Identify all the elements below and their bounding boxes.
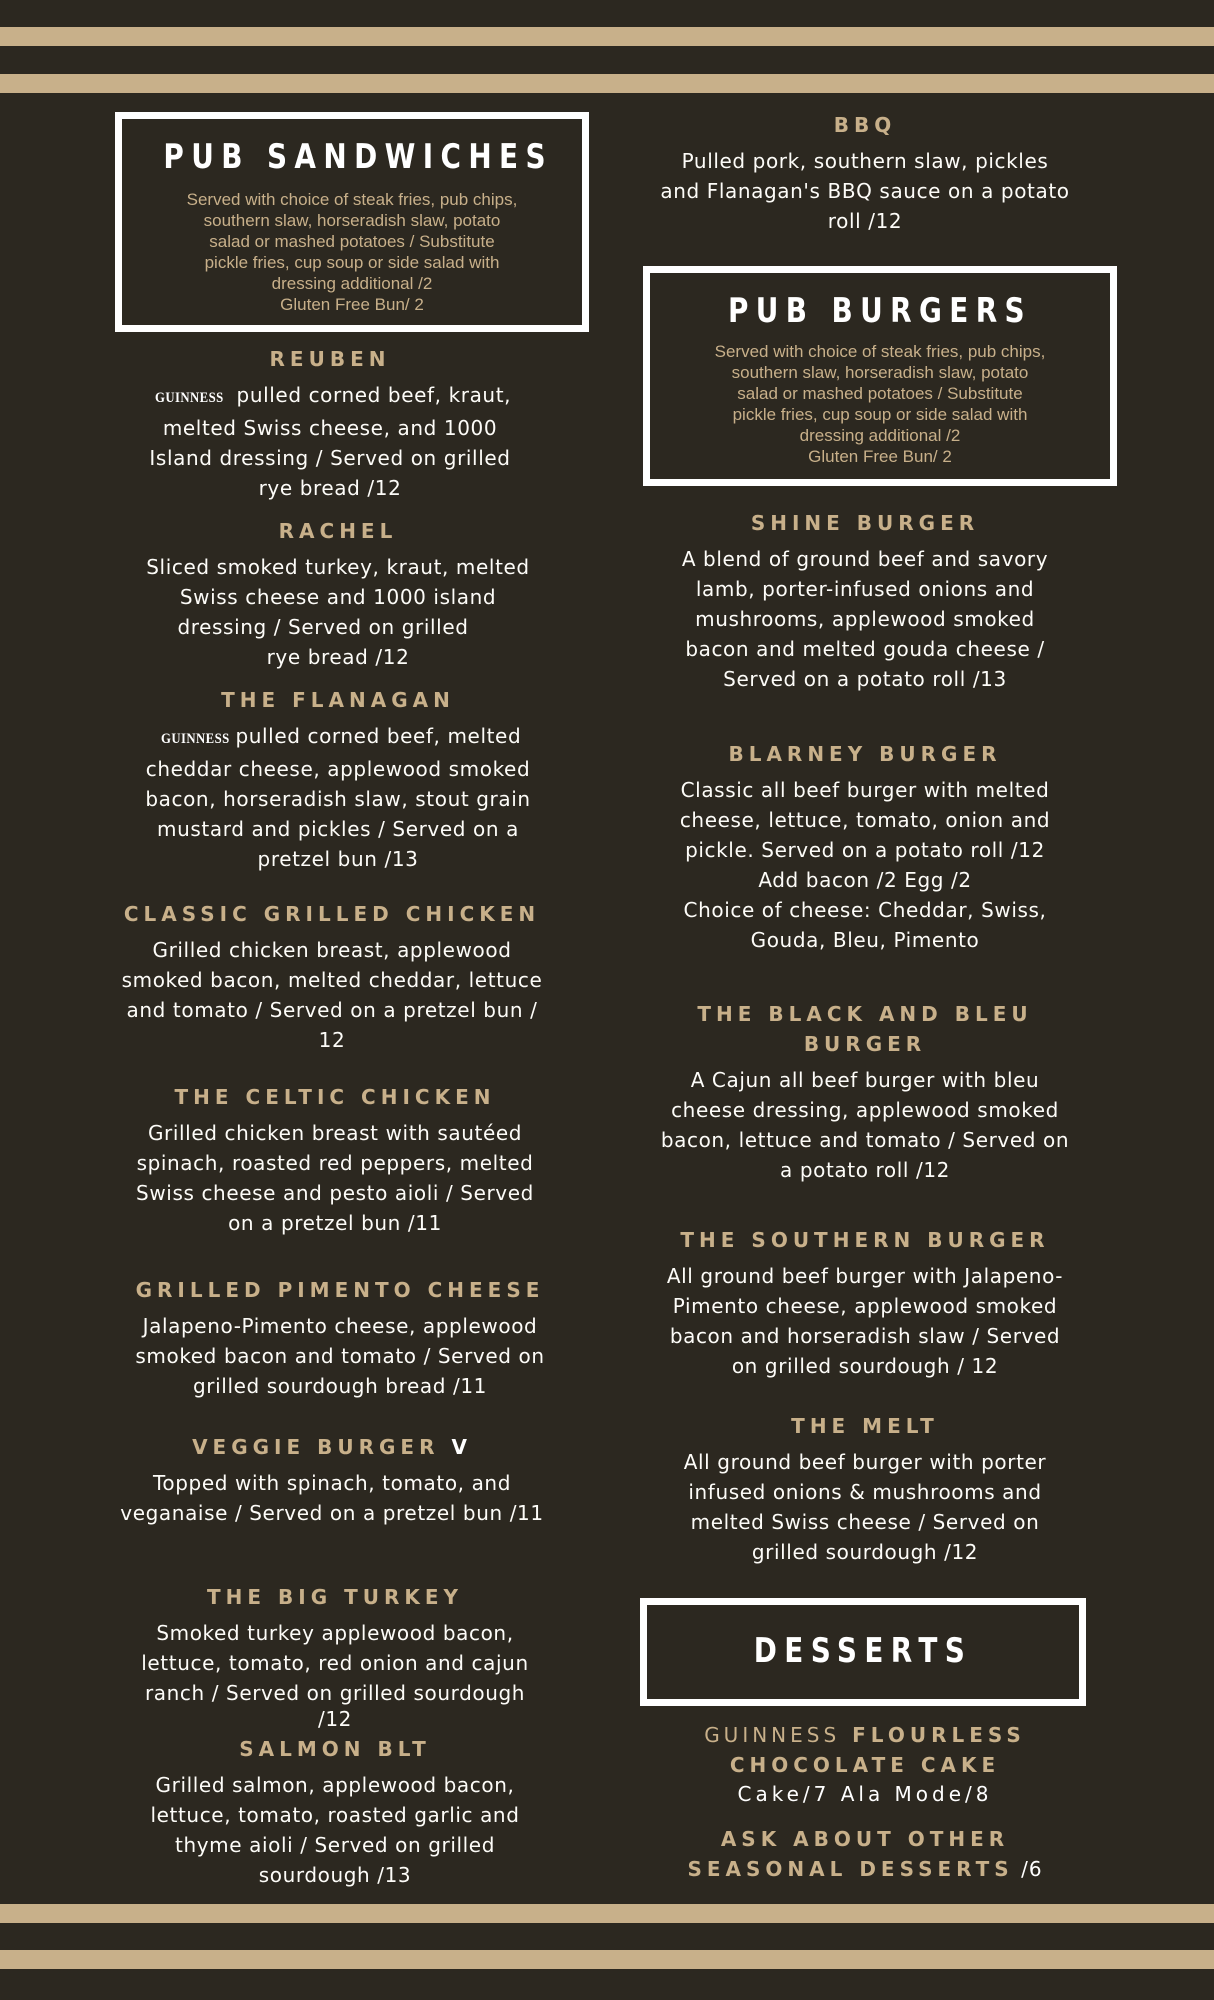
- item-title: VEGGIE BURGER: [192, 1435, 440, 1459]
- item-description: Sliced smoked turkey, kraut, melted Swiss cheese and 1000 island dressing / Served on grilled rye bread /12: [146, 555, 530, 669]
- pub-burgers-title: PUB BURGERS: [727, 291, 1033, 331]
- item-title: THE BLACK AND BLEU BURGER: [697, 1002, 1033, 1056]
- item-title-row: [92, 1432, 572, 1462]
- item-description: Jalapeno-Pimento cheese, applewood smoked bacon and tomato / Served on grilled sourdough bread /11: [135, 1314, 545, 1398]
- item-title: GUINNESS FLOURLESS: [704, 1723, 1026, 1747]
- item-prices: Cake/7 Ala Mode/8: [737, 1782, 993, 1806]
- item-title: THE BIG TURKEY: [207, 1585, 463, 1609]
- desserts-title: DESSERTS: [753, 1631, 973, 1671]
- top-stripe-1: [0, 27, 1214, 46]
- menu-item-classic-grilled-chicken: [92, 899, 572, 1055]
- pub-sandwiches-title: PUB SANDWICHES: [163, 137, 553, 177]
- menu-item-black-and-bleu-burger: [625, 999, 1105, 1185]
- item-description: Pulled pork, southern slaw, pickles and Flanagan's BBQ sauce on a potato roll /12: [660, 149, 1070, 233]
- item-title-line-2: CHOCOLATE CAKE: [729, 1753, 1001, 1777]
- menu-item-blarney-burger: [625, 739, 1105, 955]
- menu-item-salmon-blt: [95, 1734, 575, 1890]
- item-title: RACHEL: [278, 519, 398, 543]
- item-title: THE CELTIC CHICKEN: [174, 1085, 496, 1109]
- bottom-stripe-1: [0, 1904, 1214, 1923]
- item-description: All ground beef burger with Jalapeno- Pimento cheese, applewood smoked bacon and horseradish slaw / Served on grilled sourdough / 12: [666, 1264, 1064, 1378]
- item-title: BBQ: [833, 113, 897, 137]
- pub-burgers-box: [643, 266, 1117, 486]
- menu-item-reuben: [90, 344, 570, 503]
- item-title: SALMON BLT: [239, 1737, 431, 1761]
- item-title-line-2: SEASONAL DESSERTS /6: [687, 1857, 1043, 1881]
- top-stripe-2: [0, 74, 1214, 93]
- guinness-logo: GUINNESS: [160, 731, 230, 747]
- pub-sandwiches-subtitle: Served with choice of steak fries, pub chips, southern slaw, horseradish slaw, potato salad or mashed potatoes / Substitute pickle fries, cup soup or side salad with dressing additional /2 Gluten Free Bun/ 2: [186, 190, 518, 314]
- item-description: GUINNESS pulled corned beef, kraut, melted Swiss cheese, and 1000 Island dressing / Served on grilled rye bread /12: [149, 383, 512, 500]
- item-description: Grilled chicken breast with sautéed spinach, roasted red peppers, melted Swiss cheese and pesto aioli / Served on a pretzel bun /11: [136, 1121, 534, 1235]
- menu-item-veggie-burger: [92, 1432, 572, 1528]
- item-title: THE FLANAGAN: [221, 688, 455, 712]
- item-title: SHINE BURGER: [750, 511, 980, 535]
- menu-item-flourless-chocolate-cake: [625, 1720, 1105, 1808]
- item-title: ASK ABOUT OTHER: [720, 1827, 1010, 1851]
- item-description: Grilled salmon, applewood bacon, lettuce, tomato, roasted garlic and thyme aioli / Served on grilled sourdough /13: [150, 1773, 520, 1887]
- menu-item-seasonal-desserts: [625, 1824, 1105, 1884]
- menu-item-celtic-chicken: [95, 1082, 575, 1238]
- bottom-stripe-2: [0, 1950, 1214, 1969]
- guinness-logo: GUINNESS: [154, 390, 224, 406]
- item-title: THE SOUTHERN BURGER: [680, 1228, 1050, 1252]
- item-title: CLASSIC GRILLED CHICKEN: [123, 902, 541, 926]
- menu-item-grilled-pimento-cheese: [100, 1275, 580, 1401]
- item-description: GUINNESS pulled corned beef, melted cheddar cheese, applewood smoked bacon, horseradish slaw, stout grain mustard and pickles / Served on a pretzel bun /13: [145, 724, 531, 871]
- menu-item-bbq: [625, 110, 1105, 236]
- item-description: All ground beef burger with porter infused onions & mushrooms and melted Swiss cheese / Served on grilled sourdough /12: [683, 1450, 1047, 1564]
- pub-sandwiches-box: [115, 112, 589, 332]
- item-title: THE MELT: [791, 1414, 939, 1438]
- item-title: REUBEN: [269, 347, 391, 371]
- item-price: /6: [1013, 1857, 1043, 1881]
- item-title: BLARNEY BURGER: [728, 742, 1002, 766]
- item-description: A blend of ground beef and savory lamb, porter-infused onions and mushrooms, applewood smoked bacon and melted gouda cheese / Served on a potato roll /13: [681, 547, 1049, 691]
- item-description: Smoked turkey applewood bacon, lettuce, tomato, red onion and cajun ranch / Served on grilled sourdough /12: [141, 1621, 529, 1731]
- item-title: GRILLED PIMENTO CHEESE: [135, 1278, 545, 1302]
- item-description: A Cajun all beef burger with bleu cheese dressing, applewood smoked bacon, lettuce and tomato / Served on a potato roll /12: [660, 1068, 1070, 1182]
- menu-item-shine-burger: [625, 508, 1105, 694]
- menu-item-southern-burger: [625, 1225, 1105, 1381]
- menu-item-big-turkey: [95, 1582, 575, 1730]
- item-description: Topped with spinach, tomato, and veganaise / Served on a pretzel bun /11: [120, 1471, 544, 1525]
- vegetarian-icon: V: [451, 1435, 472, 1459]
- menu-item-rachel: [98, 516, 578, 672]
- guinness-label: GUINNESS: [704, 1723, 841, 1747]
- desserts-box: [640, 1598, 1086, 1706]
- pub-burgers-subtitle: Served with choice of steak fries, pub chips, southern slaw, horseradish slaw, potato salad or mashed potatoes / Substitute pickle fries, cup soup or side salad with dressing additional /2 Gluten Free Bun/ 2: [714, 342, 1046, 466]
- menu-item-flanagan: [98, 685, 578, 874]
- menu-item-the-melt: [625, 1411, 1105, 1567]
- item-description: Classic all beef burger with melted cheese, lettuce, tomato, onion and pickle. Served on a potato roll /12 Add bacon /2 Egg /2 Choice of cheese: Cheddar, Swiss, Gouda, Bleu, Pimento: [679, 778, 1051, 952]
- item-description: Grilled chicken breast, applewood smoked bacon, melted cheddar, lettuce and tomato / Served on a pretzel bun / 12: [121, 938, 543, 1052]
